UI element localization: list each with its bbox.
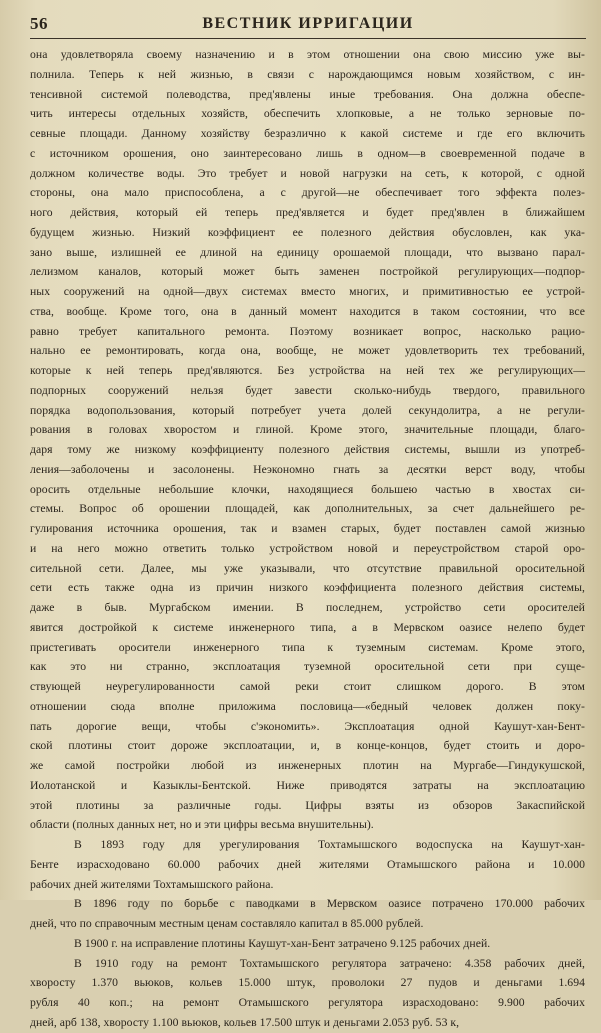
text-line: рования в головах хворостом и глиной. Кроме этого, значительные площади, благо- <box>30 423 585 437</box>
text-line: области (полных данных нет, но и эти цифры весьма внушительны). <box>30 818 374 832</box>
text-line: с источником орошения, оно заинтересовано лишь в одном—в своевременной подаче в <box>30 146 585 160</box>
text-line: пристегивать оросители инженерного типа к туземным системам. Кроме этого, <box>30 640 585 654</box>
text-line: подпорных сооружений нельзя будет завести сколько-нибудь твердого, правильного <box>30 383 585 397</box>
page-header <box>30 12 586 39</box>
text-line: которые к ней теперь пред'являются. Без устройства на ней тех же регулирующих— <box>30 364 585 377</box>
paragraph <box>30 894 585 934</box>
paragraph <box>30 835 585 894</box>
text-line: даже в быв. Мургабском имении. В последнем, устройство сети оросителей <box>30 601 585 614</box>
journal-title: ВЕСТНИК ИРРИГАЦИИ <box>202 15 414 32</box>
text-line: должном количестве воды. Это требует и новой нагрузки на сеть, к которой, с одной <box>30 166 585 180</box>
paragraph <box>30 954 585 1033</box>
text-line: сительной сети. Далее, мы уже указывали, что отсутствие правильной оросительной <box>30 561 585 575</box>
text-line: ствующей неурегулированности самой реки стоит слишком дорого. В этом <box>30 680 585 693</box>
text-line: гулирования источника орошения, так и взамен старых, будет поставлен самой жизнью <box>30 522 585 535</box>
text-line: равно требует капитального ремонта. Поэтому возникает вопрос, насколько рацио- <box>30 324 585 338</box>
text-line: дней, арб 138, хворосту 1.100 вьюков, кольев 17.500 штук и деньгами 2.053 руб. 53 к, <box>30 1015 460 1029</box>
text-line: ного действия, который ей теперь пред'является и будет пред'явлен в ближайшем <box>30 206 585 219</box>
text-line: полнила. Теперь к ней жизнью, в связи с нарождающимся новым хозяйством, с ин- <box>30 67 585 81</box>
text-line: она удовлетворяла своему назначению и в этом отношении она свою миссию уже вы- <box>30 48 585 61</box>
text-line: нально ее ремонтировать, когда она, вообще, не может удовлетворить тех требований, <box>30 344 585 358</box>
text-line: зано выше, излишней ее длиной на единицу орошаемой площади, что вызвано парал- <box>30 245 585 259</box>
text-line: хворосту 1.370 вьюков, кольев 15.000 штук, проволоки 27 пудов и деньгами 1.694 <box>30 976 585 990</box>
text-line: севные площади. Данному хозяйству безразлично к какой системе и где его включить <box>30 127 585 140</box>
text-line: будущем жизнью. Низкий коэффициент ее полезного действия обусловлен, как ука- <box>30 225 585 239</box>
text-line: ства, вообще. Кроме того, она в данный момент находится в таком состоянии, что все <box>30 304 585 318</box>
paragraph <box>30 45 585 835</box>
text-line: этой плотины за различные годы. Цифры взяты из обзоров Закаспийской <box>30 798 585 812</box>
text-line: пать дорогие вещи, чтобы с'экономить». Эксплоатация одной Каушут-хан-Бент- <box>30 719 585 733</box>
text-line: же самой постройки любой из инженерных плотин на Мургабе—Гиндукушской, <box>30 759 585 772</box>
text-line: оросить отдельные небольшие клочки, находящиеся большею частью в хвостах си- <box>30 482 585 496</box>
text-line: В 1900 г. на исправление плотины Каушут-хан-Бент затрачено 9.125 рабочих дней. <box>74 936 491 950</box>
text-line: В 1893 году для урегулирования Тохтамышского водоспуска на Каушут-хан- <box>74 838 585 851</box>
text-line: чить интересы отдельных хозяйств, обеспечить хлопковые, а не только зерновые по- <box>30 107 585 121</box>
text-line: и на него можно ответить только устройством новой и переустройством старой орo- <box>30 541 585 555</box>
text-line: порядка водопользования, который потребует учета долей секундолитра, а не регули- <box>30 403 585 417</box>
text-line: стемы. Вопрос об орошении площадей, как дополнительных, за счет дальнейшего ре- <box>30 502 585 516</box>
paragraph <box>30 934 585 954</box>
text-line: ской плотины стоит дороже эксплоатации, и, в конце-концов, будет стоить и доро- <box>30 739 585 753</box>
page-number: 56 <box>30 14 48 33</box>
text-line: как это ни странно, эксплоатация туземной оросительной сети при суще- <box>30 660 585 674</box>
text-line: стороны, она мало приспособлена, а с другой—не обеспечивает того эффекта полез- <box>30 186 585 200</box>
text-line: сети есть также одна из причин низкого коэффициента полезного действия системы, <box>30 581 585 595</box>
text-line: рабочих дней жителями Тохтамышского района. <box>30 877 274 891</box>
text-line: даря тому же низкому коэффициенту полезного действия системы, вышли из употреб- <box>30 443 585 456</box>
text-line: явится достройкой к системе инженерного типа, а в Мервском оазисе нелепо будет <box>30 620 585 634</box>
text-line: ления—заболочены и засолонены. Неэкономно гнать за десятки верст воду, чтобы <box>30 462 585 476</box>
text-line: отношении сюда вполне приложима пословица—«бедный человек должен поку- <box>30 699 585 713</box>
text-line: ных сооружений на одной—двух системах вместо многих, и примитивностью ее устрой- <box>30 285 585 298</box>
text-line: тенсивной системой полеводства, пред'явлены иные требования. Она должна обеспе- <box>30 87 585 101</box>
text-line: лелизмом каналов, который может быть заменен постройкой регулирующих—подпор- <box>30 265 585 279</box>
text-line: Бенте израсходовано 60.000 рабочих дней жителями Отамышского района и 10.000 <box>30 857 585 871</box>
text-line: В 1910 году на ремонт Тохтамышского регулятора затрачено: 4.358 рабочих дней, <box>74 956 585 970</box>
article-body <box>30 45 585 1033</box>
text-line: рубля 40 коп.; на ремонт Отамышского регулятора израсходовано: 9.900 рабочих <box>30 996 585 1009</box>
text-line: дней, что по справочным местным ценам составляло капитал в 85.000 рублей. <box>30 917 424 930</box>
text-line: Иолотанской и Казыклы-Бентской. Ниже приводятся затраты на эксплоатацию <box>30 778 585 792</box>
text-line: В 1896 году по борьбе с паводками в Мервском оазисе потрачено 170.000 рабочих <box>74 897 585 911</box>
